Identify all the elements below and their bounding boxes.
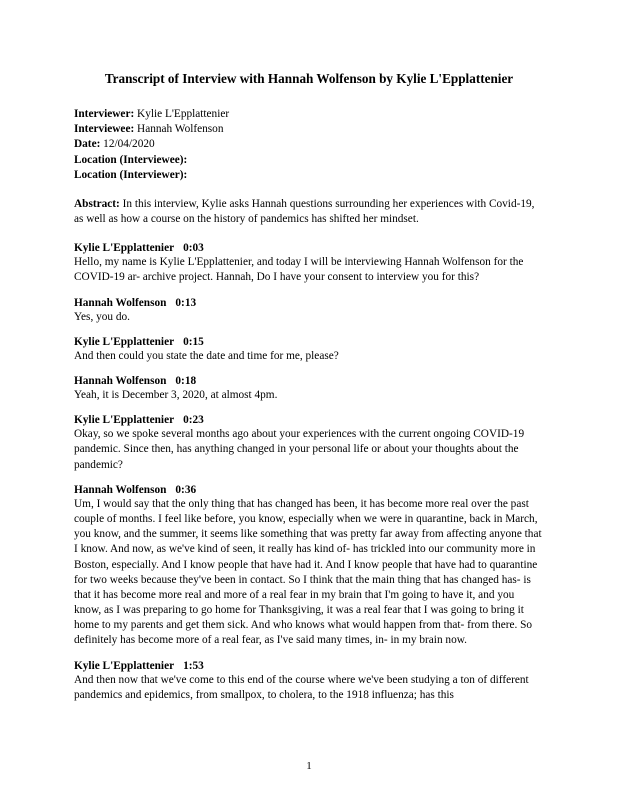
turn-text: Hello, my name is Kylie L'Epplattenier, and today I will be interviewing Hannah Wolfenson for the COVID-19 ar- archive project. Hannah, Do I have your consent to interview you for this? xyxy=(74,256,524,284)
metadata-row xyxy=(74,122,544,137)
abstract-text: In this interview, Kylie asks Hannah questions surrounding her experiences with Covid-19, as well as how a course on the history of pandemics has shifted her mindset. xyxy=(74,197,535,226)
metadata-label: Interviewee: xyxy=(74,123,135,136)
speaker-name: Hannah Wolfenson xyxy=(74,483,167,496)
turn-text: Yes, you do. xyxy=(74,310,130,323)
abstract-paragraph xyxy=(74,197,544,228)
metadata-label: Location (Interviewer): xyxy=(74,168,188,181)
metadata-row xyxy=(74,107,544,122)
turn-text: Okay, so we spoke several months ago about your experiences with the current ongoing COVID-19 pandemic. Since then, has anything changed in your personal life or about your thoughts about the pandemic? xyxy=(74,428,525,471)
transcript-turn xyxy=(74,484,544,649)
speaker-line xyxy=(74,242,544,254)
transcript-turn xyxy=(74,336,544,364)
metadata-row xyxy=(74,137,544,152)
speaker-line xyxy=(74,660,544,672)
turn-text: Yeah, it is December 3, 2020, at almost 4pm. xyxy=(74,389,278,402)
timestamp: 0:15 xyxy=(183,335,204,348)
transcript-turn xyxy=(74,414,544,473)
interview-metadata xyxy=(74,107,544,183)
speaker-line xyxy=(74,414,544,426)
page-number: 1 xyxy=(306,760,312,772)
metadata-value: Hannah Wolfenson xyxy=(134,123,224,136)
timestamp: 1:53 xyxy=(183,659,204,672)
speaker-line xyxy=(74,375,544,387)
metadata-value: 12/04/2020 xyxy=(100,138,155,151)
timestamp: 0:18 xyxy=(175,375,197,388)
metadata-value: Kylie L'Epplattenier xyxy=(134,108,230,121)
speaker-name: Hannah Wolfenson xyxy=(74,375,167,388)
speaker-name: Kylie L'Epplattenier xyxy=(74,242,175,255)
turn-text: And then could you state the date and time for me, please? xyxy=(74,349,339,362)
metadata-label: Location (Interviewee): xyxy=(74,153,188,166)
transcript-turn xyxy=(74,660,544,703)
speaker-name: Kylie L'Epplattenier xyxy=(74,659,175,672)
transcript-turn xyxy=(74,375,544,403)
speaker-name: Kylie L'Epplattenier xyxy=(74,414,175,427)
metadata-label: Interviewer: xyxy=(74,108,135,121)
speaker-name: Hannah Wolfenson xyxy=(74,296,167,309)
turn-text: And then now that we've come to this end of the course where we've been studying a ton of different pandemics and epidemics, from smallpox, to cholera, to the 1918 influenza; has this xyxy=(74,673,529,701)
transcript-turn xyxy=(74,297,544,325)
speaker-line xyxy=(74,297,544,309)
speaker-line xyxy=(74,484,544,496)
speaker-name: Kylie L'Epplattenier xyxy=(74,335,175,348)
metadata-row xyxy=(74,153,544,168)
turn-text: Um, I would say that the only thing that has changed has been, it has become more real over the past couple of months. I feel like before, you know, especially when we were in quarantine, back in March, you know, and the summer, it seems like something that was pretty far away from affecting anyone that I know. And now, as we've kind of seen, it really has kind of- has trickled into our community more in Boston, especially. And I know people that have had it. And I know people that have had to quarantine for two weeks because they've been in contact. So I think that the main thing that has changed has- is that it has become more real and more of a real fear in my brain that I'm going to have it, and you know, as I was preparing to go home for Thanksgiving, it was a real fear that I was going to bring it home to my parents and get them sick. And who knows what would happen from that- from there. So definitely has become more of a real fear, as I've said many times, in- in my brain now. xyxy=(74,497,542,647)
timestamp: 0:03 xyxy=(183,242,204,255)
abstract-label: Abstract: xyxy=(74,197,120,210)
timestamp: 0:36 xyxy=(175,483,197,496)
page-title: Transcript of Interview with Hannah Wolfenson by Kylie L'Epplattenier xyxy=(104,71,514,86)
transcript-turn xyxy=(74,242,544,285)
speaker-line xyxy=(74,336,544,348)
metadata-row xyxy=(74,168,544,183)
metadata-label: Date: xyxy=(74,138,101,151)
timestamp: 0:13 xyxy=(175,296,197,309)
timestamp: 0:23 xyxy=(183,414,204,427)
